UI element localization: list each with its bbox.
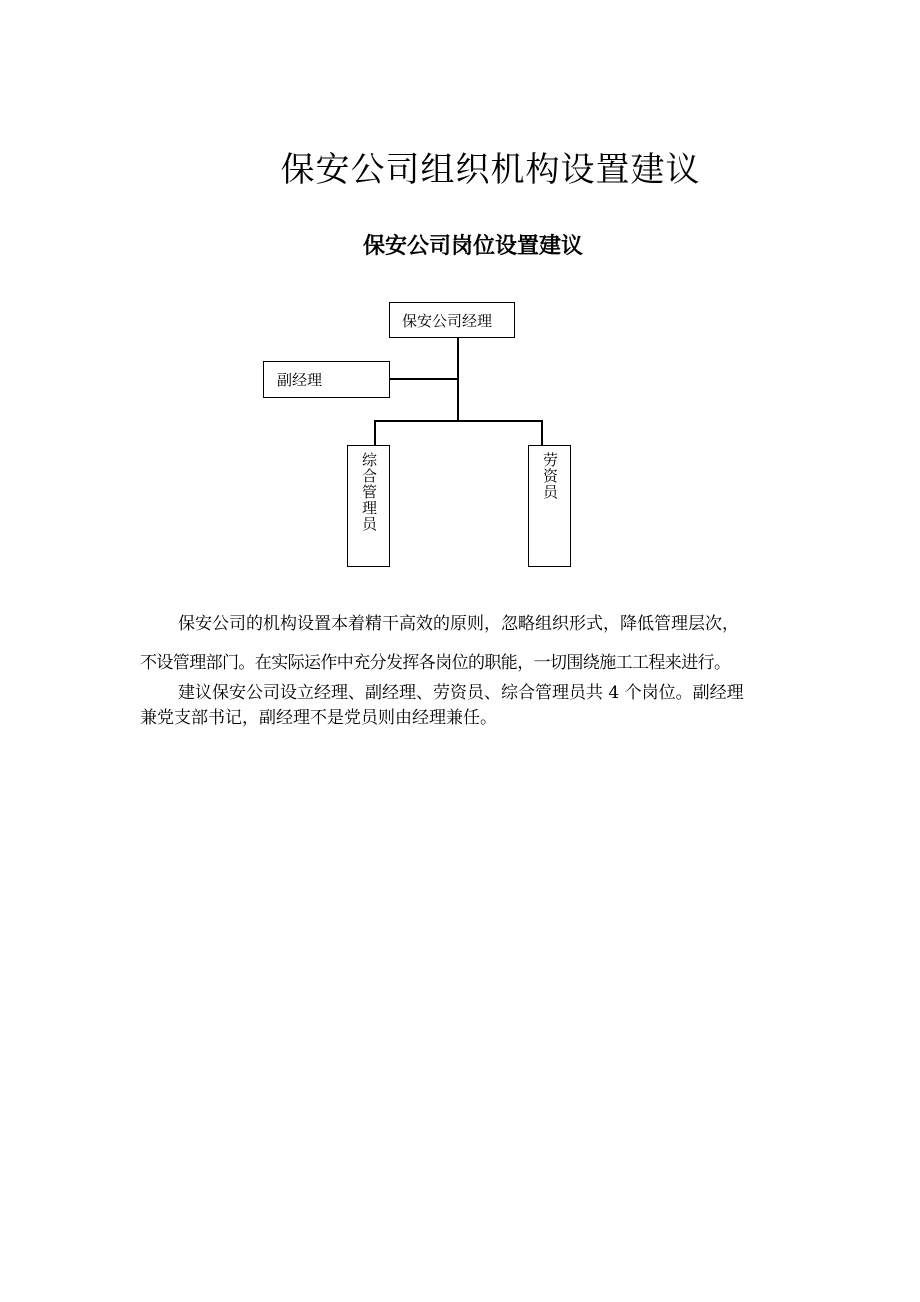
connector-horizontal-bar: [374, 420, 542, 422]
body-paragraph-1-line-2: 不设管理部门。在实际运作中充分发挥各岗位的职能，一切围绕施工工程来进行。: [140, 653, 731, 673]
org-node-label: 劳资员: [541, 452, 559, 500]
org-node-labor-officer: [528, 445, 571, 567]
org-node-label: 保安公司经理: [402, 311, 493, 330]
body-paragraph-2-line-1: 建议保安公司设立经理、副经理、劳资员、综合管理员共 4 个岗位。副经理: [178, 683, 744, 703]
body-paragraph-1-line-1: 保安公司的机构设置本着精干高效的原则，忽略组织形式，降低管理层次，: [178, 614, 739, 634]
org-node-manager: [389, 302, 515, 338]
org-node-general-administrator: [347, 445, 390, 567]
body-paragraph-2-line-2: 兼党支部书记，副经理不是党员则由经理兼任。: [140, 708, 497, 728]
connector-right-child: [541, 420, 543, 446]
org-node-label: 综合管理员: [360, 452, 378, 532]
org-node-label: 副经理: [277, 371, 323, 389]
section-subtitle: 保安公司岗位设置建议: [362, 234, 583, 259]
connector-left-child: [374, 420, 376, 446]
connector-deputy: [389, 378, 458, 380]
org-node-deputy-manager: [263, 361, 390, 398]
document-title: 保安公司组织机构设置建议: [280, 150, 701, 190]
